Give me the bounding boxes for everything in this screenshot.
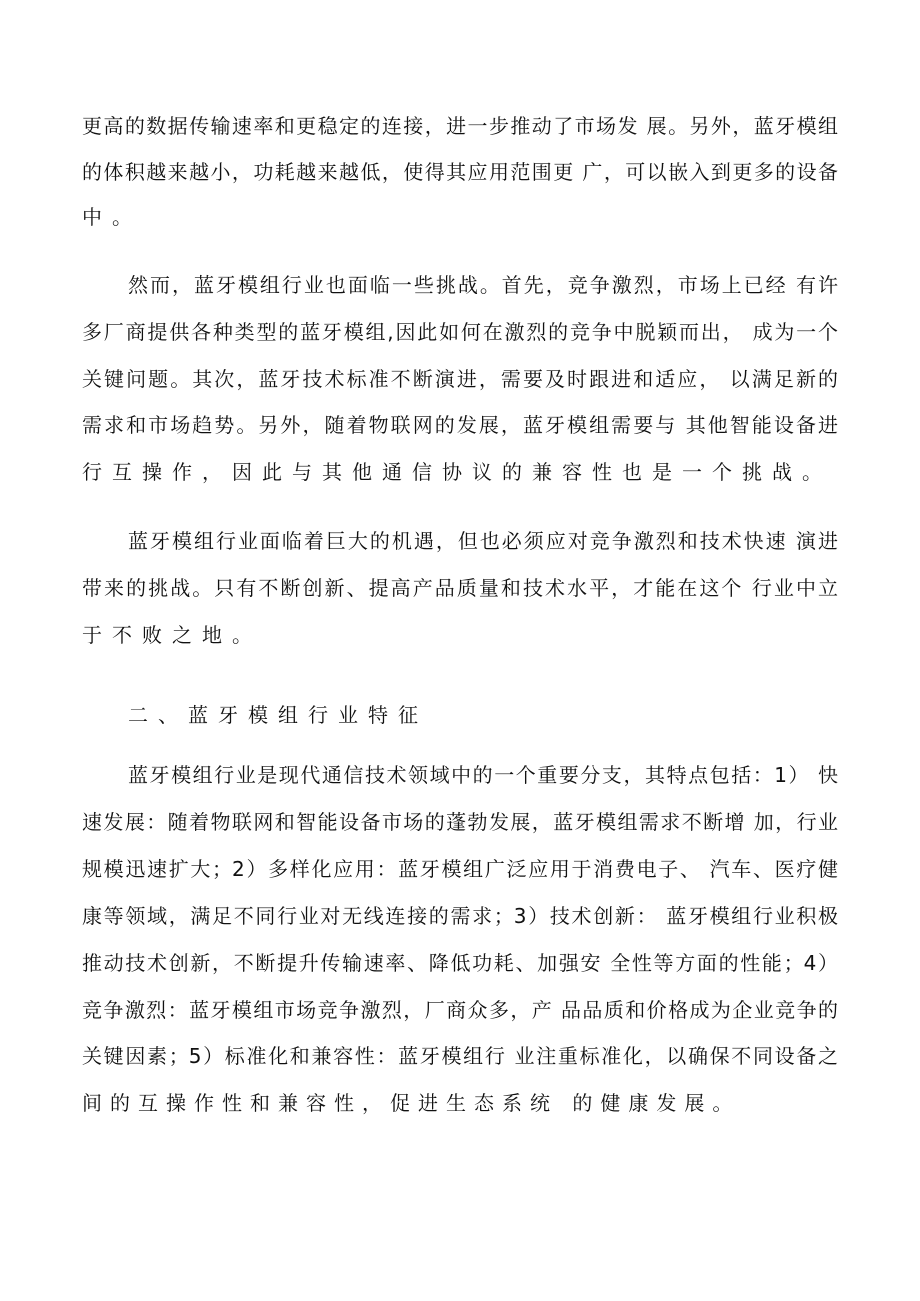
paragraph-line: 带来的挑战。只有不断创新、提高产品质量和技术水平，才能在这个 行业中立 <box>82 576 838 600</box>
paragraph-line: 更高的数据传输速率和更稳定的连接，进一步推动了市场发 展。另外，蓝牙模组 <box>82 114 838 138</box>
section-heading: 二、蓝牙模组行业特征 <box>128 703 428 727</box>
paragraph-line: 蓝牙模组行业是现代通信技术领域中的一个重要分支，其特点包括：1） 快 <box>128 763 838 787</box>
paragraph-line: 中。 <box>82 205 142 229</box>
paragraph-line: 然而，蓝牙模组行业也面临一些挑战。首先，竞争激烈，市场上已经 有许 <box>128 273 838 297</box>
paragraph-line: 关键因素；5）标准化和兼容性：蓝牙模组行 业注重标准化，以确保不同设备之 <box>82 1044 838 1068</box>
paragraph-line: 于不败之地。 <box>82 623 262 647</box>
paragraph-line: 间的互操作性和兼容性，促进生态系统 的健康发展。 <box>82 1091 741 1115</box>
paragraph-line: 行互操作，因此与其他通信协议的兼容性也是一个挑战。 <box>82 460 832 484</box>
paragraph-line: 蓝牙模组行业面临着巨大的机遇，但也必须应对竞争激烈和技术快速 演进 <box>128 529 838 553</box>
paragraph-line: 多厂商提供各种类型的蓝牙模组,因此如何在激烈的竞争中脱颖而出， 成为一个 <box>82 320 838 344</box>
paragraph-line: 关键问题。其次，蓝牙技术标准不断演进，需要及时跟进和适应， 以满足新的 <box>82 367 838 391</box>
paragraph-line: 康等领域，满足不同行业对无线连接的需求；3）技术创新： 蓝牙模组行业积极 <box>82 904 838 928</box>
paragraph-line: 需求和市场趋势。另外，随着物联网的发展，蓝牙模组需要与 其他智能设备进 <box>82 413 838 437</box>
paragraph-line: 速发展：随着物联网和智能设备市场的蓬勃发展，蓝牙模组需求不断增 加，行业 <box>82 810 838 834</box>
paragraph-line: 推动技术创新，不断提升传输速率、降低功耗、加强安 全性等方面的性能；4） <box>82 951 838 975</box>
paragraph-line: 的体积越来越小，功耗越来越低，使得其应用范围更 广，可以嵌入到更多的设备 <box>82 160 838 184</box>
paragraph-line: 规模迅速扩大；2）多样化应用：蓝牙模组广泛应用于消费电子、 汽车、医疗健 <box>82 857 838 881</box>
paragraph-line: 竞争激烈：蓝牙模组市场竞争激烈，厂商众多，产 品品质和价格成为企业竞争的 <box>82 998 838 1022</box>
